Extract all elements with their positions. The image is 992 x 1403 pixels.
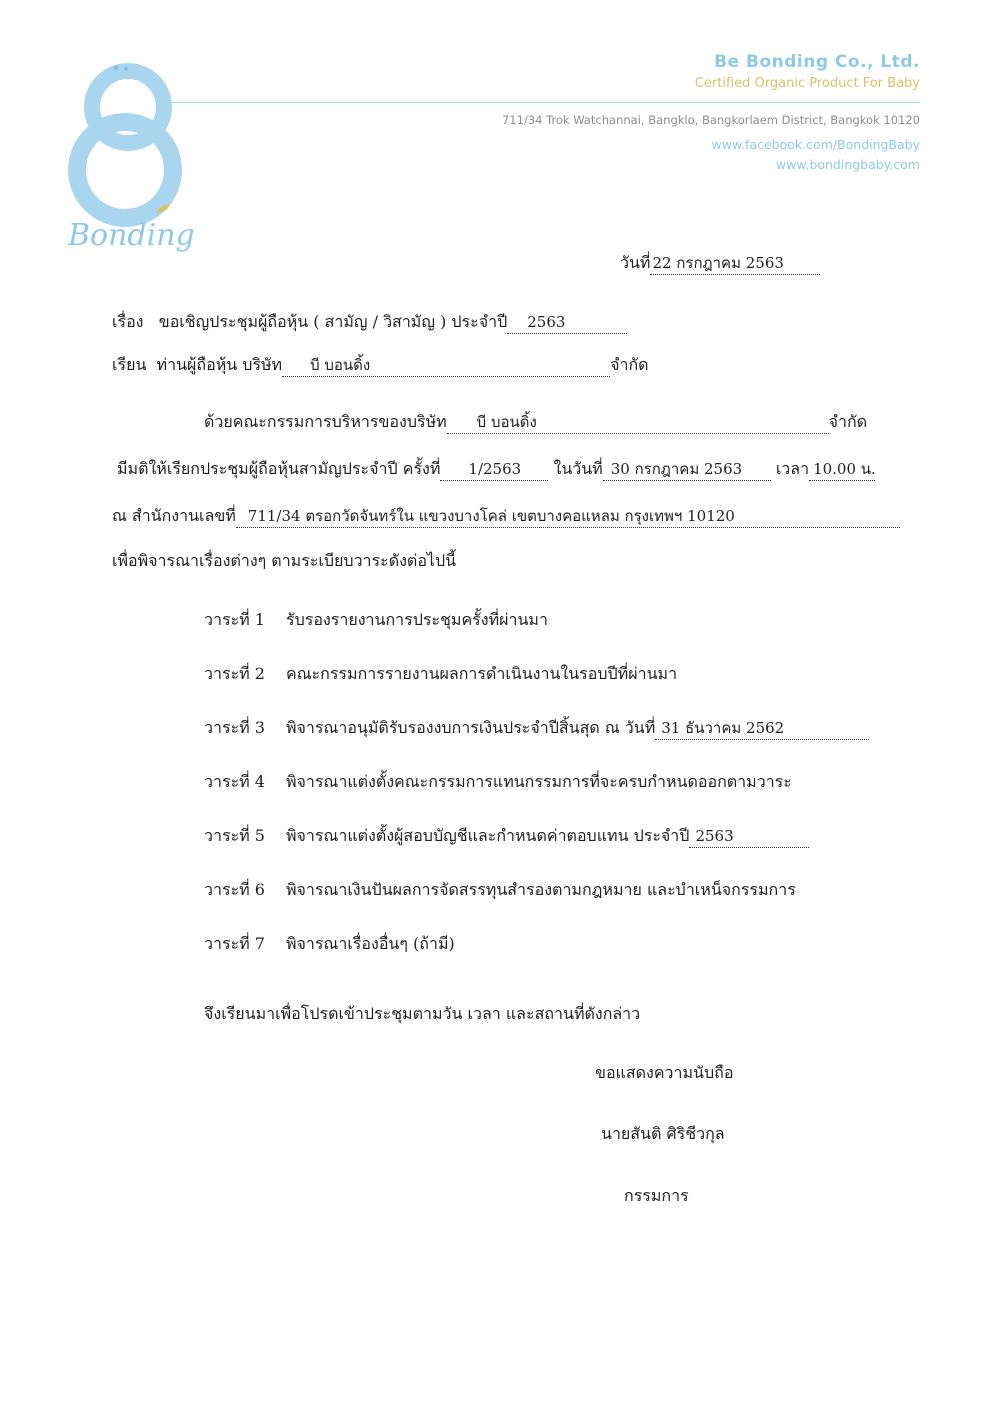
agenda-item: [204, 717, 869, 740]
signer-name: นายสันติ ศิริชีวกุล: [601, 1124, 725, 1143]
subject-label: เรื่อง: [112, 312, 144, 331]
recipient-line: [112, 354, 649, 377]
body-company-fill: บี บอนดิ้ง: [447, 411, 829, 434]
agenda-text: คณะกรรมการรายงานผลการดำเนินงานในรอบปีที่ผ่านมา: [286, 664, 678, 683]
agenda-number: วาระที่ 5: [204, 826, 265, 845]
subject-line: [112, 311, 627, 334]
agenda-text: รับรองรายงานการประชุมครั้งที่ผ่านมา: [286, 610, 548, 629]
closing-regards: ขอแสดงความนับถือ: [595, 1063, 734, 1082]
agenda-text: พิจารณาเงินปันผลการจัดสรรทุนสำรองตามกฎหมาย และบำเหน็จกรรมการ: [286, 880, 796, 899]
body-line-3: ณ สำนักงานเลขที่ 711/34 ตรอกวัดจันทร์ใน แขวงบางโคล่ เขตบางคอแหลม กรุงเทพฯ 10120: [112, 505, 900, 528]
company-website-link: www.bondingbaby.com: [775, 157, 920, 172]
agenda-fill: 31 ธันวาคม 2562: [655, 717, 869, 740]
body-line-1: ด้วยคณะกรรมการบริหารของบริษัท บี บอนดิ้ง จำกัด: [204, 411, 867, 434]
agenda-text: พิจารณาแต่งตั้งผู้สอบบัญชีและกำหนดค่าตอบแทน ประจำปี: [286, 826, 690, 845]
meeting-address-fill: 711/34 ตรอกวัดจันทร์ใน แขวงบางโคล่ เขตบางคอแหลม กรุงเทพฯ 10120: [236, 505, 900, 528]
logo-text: Bonding: [68, 218, 195, 253]
date-label: วันที่: [620, 253, 651, 272]
date-fill: 22 กรกฎาคม 2563: [650, 252, 820, 275]
company-tagline: Certified Organic Product For Baby: [694, 76, 920, 91]
body-line-2: มีมติให้เรียกประชุมผู้ถือหุ้นสามัญประจำปี ครั้งที่ 1/2563 ในวันที่ 30 กรกฎาคม 2563 เวลา 10.00 น.: [117, 458, 875, 481]
meeting-date-fill: 30 กรกฎาคม 2563: [603, 458, 771, 481]
closing-text: จึงเรียนมาเพื่อโปรดเข้าประชุมตามวัน เวลา และสถานที่ดังกล่าว: [204, 1004, 641, 1023]
subject-year-fill: 2563: [507, 311, 627, 334]
agenda-item: [204, 825, 809, 848]
company-address: 711/34 Trok Watchannai, Bangklo, Bangkorlaem District, Bangkok 10120: [501, 113, 920, 127]
body-line-4: เพื่อพิจารณาเรื่องต่างๆ ตามระเบียบวาระดังต่อไปนี้: [112, 551, 457, 570]
subject-text: ขอเชิญประชุมผู้ถือหุ้น ( สามัญ / วิสามัญ ) ประจำปี: [158, 312, 508, 331]
agenda-number: วาระที่ 6: [204, 880, 265, 899]
company-name: Be Bonding Co., Ltd.: [714, 52, 920, 72]
agenda-item: [204, 879, 796, 901]
agenda-item: [204, 771, 792, 793]
recipient-suffix: จำกัด: [610, 355, 649, 374]
signer-position: กรรมการ: [624, 1186, 689, 1205]
agenda-text: พิจารณาอนุมัติรับรองงบการเงินประจำปีสิ้นสุด ณ วันที่: [286, 718, 656, 737]
letter-date: [620, 252, 820, 275]
agenda-number: วาระที่ 3: [204, 718, 265, 737]
meeting-number-fill: 1/2563: [440, 458, 548, 481]
agenda-number: วาระที่ 2: [204, 664, 265, 683]
recipient-company-fill: บี บอนดิ้ง: [282, 354, 610, 377]
agenda-fill: 2563: [689, 825, 809, 848]
agenda-number: วาระที่ 7: [204, 934, 265, 953]
agenda-text: พิจารณาแต่งตั้งคณะกรรมการแทนกรรมการที่จะครบกำหนดออกตามวาระ: [286, 772, 792, 791]
bonding-logo: [60, 35, 200, 260]
agenda-number: วาระที่ 4: [204, 772, 265, 791]
agenda-item: [204, 663, 677, 685]
meeting-time-fill: 10.00 น.: [809, 458, 875, 481]
agenda-number: วาระที่ 1: [204, 610, 265, 629]
agenda-item: [204, 609, 548, 631]
agenda-text: พิจารณาเรื่องอื่นๆ (ถ้ามี): [286, 934, 455, 953]
recipient-text: ท่านผู้ถือหุ้น บริษัท: [156, 355, 283, 374]
company-facebook-link: www.facebook.com/BondingBaby: [711, 137, 920, 152]
header-divider: [165, 102, 920, 103]
recipient-label: เรียน: [112, 355, 147, 374]
agenda-item: [204, 933, 455, 955]
